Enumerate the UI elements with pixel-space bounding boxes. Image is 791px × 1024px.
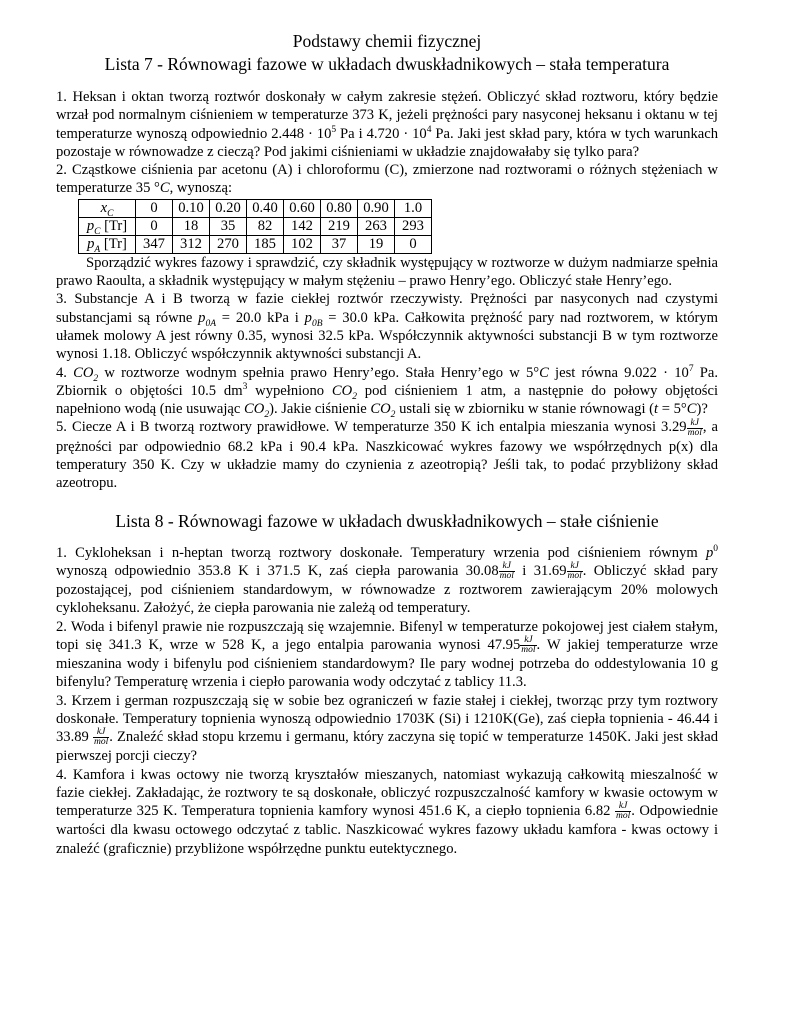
table-cell: 142: [284, 217, 321, 235]
unit-fraction: $\frac{kJ}{\text{mol}}$: [499, 560, 514, 581]
list7-problem-5: 5. Ciecze A i B tworzą roztwory prawidłowe. W temperaturze 350 K ich entalpia mieszania wynosi 3.29 $\frac{kJ}{\text{mol}}$ , a prężności par odpowiednio 68.2 kPa i 90.4 kPa. Naszkicować wykres fazowy we współrzędnych p(x) dla temperatury 350 K. Czy w układzie mamy do czynienia z azeotropią? Jeśli tak, to podać przybliżony skład azeotropu.: [56, 417, 718, 492]
table-cell: 18: [173, 217, 210, 235]
table-cell: 37: [321, 235, 358, 253]
table-cell: 312: [173, 235, 210, 253]
table-cell: 35: [210, 217, 247, 235]
table-cell: 0.90: [358, 199, 395, 217]
course-title: Podstawy chemii fizycznej: [292, 31, 482, 51]
table-row-pc: [79, 217, 432, 235]
list8-title: Lista 8 - Równowagi fazowe w układach dwuskładnikowych – stałe ciśnienie: [115, 510, 659, 531]
row-label-pc: $p_C$ [Tr]: [79, 217, 136, 235]
table-cell: 82: [247, 217, 284, 235]
table-cell: 293: [395, 217, 432, 235]
table-row-xc: [79, 199, 432, 217]
list8-problem-4: 4. Kamfora i kwas octowy nie tworzą kryształów mieszanych, natomiast wykazują całkowitą mieszalność w fazie ciekłej. Zakładając, że roztwory te są doskonałe, obliczyć rozpuszczalność kamfory w kwasie octowym w temperaturze 325 K. Temperatura topnienia kamfory wynosi 451.6 K, a ciepło topnienia 6.82 $\frac{kJ}{\text{mol}}$ . Odpowiednie wartości dla kwasu octowego odczytać z tablic. Naszkicować wykres fazowy układu kamfora - kwas octowy i znaleźć (graficznie) przybliżone współrzędne punktu eutektycznego.: [56, 766, 718, 857]
unit-fraction: $\frac{kJ}{\text{mol}}$: [93, 727, 109, 748]
table-cell: 1.0: [395, 199, 432, 217]
table-cell: 270: [210, 235, 247, 253]
list7-problem-2-followup: Sporządzić wykres fazowy i sprawdzić, czy składnik występujący w roztworze w dużym nadmiarze spełnia prawo Raoulta, a składnik występujący w małym stężeniu – prawo Henry’ego. Obliczyć stałe Henry’ego.: [56, 254, 718, 290]
table-cell: 0: [395, 235, 432, 253]
table-cell: 185: [247, 235, 284, 253]
table-cell: 219: [321, 217, 358, 235]
row-label-xc: $x_C$: [79, 199, 136, 217]
list7-problem-4: 4. $CO_2$ w roztworze wodnym spełnia prawo Henry’ego. Stała Henry’ego w 5°C jest równa $9.022 \cdot 10^7$ Pa. Zbiornik o objętości 10.5 $dm^3$ wypełniono $CO_2$ pod ciśnieniem 1 atm, a następnie do połowy objętości napełniono wodą (nie usuwając $CO_2$). Jakie ciśnienie $CO_2$ ustali się w zbiorniku w stanie równowagi (t = 5°C)?: [56, 363, 718, 421]
table-cell: 0: [136, 217, 173, 235]
list8-problem-1: 1. Cykloheksan i n-heptan tworzą roztwory doskonałe. Temperatury wrzenia pod ciśnieniem równym $p^0$ wynoszą odpowiednio 353.8 K i 371.5 K, zaś ciepła parowania 30.08 $\frac{kJ}{\text{mol}}$ i 31.69 $\frac{kJ}{\text{mol}}$ . Obliczyć skład pary pozostającej, pod ciśnieniem standardowym, w równowadze z roztworem zawierającym 20% molowych cykloheksanu. Założyć, że ciepła parowania nie zależą od temperatury.: [56, 543, 718, 617]
table-cell: 0.20: [210, 199, 247, 217]
table-cell: 0.60: [284, 199, 321, 217]
table-cell: 0: [136, 199, 173, 217]
list7-title: Lista 7 - Równowagi fazowe w układach dwuskładnikowych – stała temperatura: [104, 54, 670, 74]
list7-problem-2: 2. Cząstkowe ciśnienia par acetonu (A) i chloroformu (C), zmierzone nad roztworami o różnych stężeniach w temperaturze 35 °C, wynoszą:: [56, 162, 718, 197]
partial-pressure-table: [78, 199, 432, 254]
table-cell: 19: [358, 235, 395, 253]
document-page: [56, 30, 718, 858]
table-row-pa: [79, 235, 432, 253]
unit-fraction: $\frac{kJ}{\text{mol}}$: [567, 560, 582, 581]
unit-fraction: $\frac{kJ}{\text{mol}}$: [521, 635, 536, 655]
unit-fraction: $\frac{kJ}{\text{mol}}$: [687, 417, 702, 438]
table-cell: 347: [136, 235, 173, 253]
table-cell: 0.40: [247, 199, 284, 217]
table-cell: 0.10: [173, 199, 210, 217]
list8-problem-2: 2. Woda i bifenyl prawie nie rozpuszczają się wzajemnie. Bifenyl w temperaturze pokojowej jest ciałem stałym, topi się 341.3 K, wrze w 528 K, a jego entalpia parowania wynosi 47.95 $\frac{kJ}{\text{mol}}$ . W jakiej temperaturze wrze mieszanina wody i bifenylu pod ciśnieniem standardowym? Ile pary wodnej potrzeba do oddestylowania 10 g bifenylu? Temperaturę wrzenia i ciepło parowania wody odczytać z tablicy 11.3.: [56, 618, 718, 691]
list7-problem-1: 1. Heksan i oktan tworzą roztwór doskonały w całym zakresie stężeń. Obliczyć skład roztworu, który będzie wrzał pod normalnym ciśnieniem w temperaturze 373 K, jeżeli prężności pary nasyconej heksanu i oktanu w tej temperaturze wynoszą odpowiednio $2.448 \cdot 10^5$ Pa i $4.720 \cdot 10^4$ Pa. Jaki jest skład pary, która w tych warunkach pozostaje w równowadze z cieczą? Pod jakimi ciśnieniami w układzie znajdowałaby się tylko para?: [56, 89, 718, 160]
row-label-pa: $p_A$ [Tr]: [79, 235, 136, 253]
unit-fraction: $\frac{kJ}{\text{mol}}$: [615, 801, 631, 822]
table-cell: 102: [284, 235, 321, 253]
table-cell: 263: [358, 217, 395, 235]
list8-problem-3: 3. Krzem i german rozpuszczają się w sobie bez ograniczeń w fazie stałej i ciekłej, tworząc przy tym roztwory doskonałe. Temperatury topnienia wynoszą odpowiednio 1703K (Si) i 1210K(Ge), zaś ciepła topnienia - 46.44 i 33.89 $\frac{kJ}{\text{mol}}$ . Znaleźć skład stopu krzemu i germanu, który zaczyna się topić w temperaturze 1450K. Jaki jest skład pierwszej porcji cieczy?: [56, 692, 719, 765]
list7-problem-3: 3. Substancje A i B tworzą w fazie ciekłej roztwór rzeczywisty. Prężności par nasyconych nad czystymi substancjami są równe $p_{0A} = 20.0$ kPa i $p_{0B} = 30.0$ kPa. Całkowita prężność pary nad roztworem, w którym ułamek molowy A jest równy 0.35, wynosi 32.5 kPa. Współczynnik aktywności substancji B w tym roztworze wynosi 1.18. Obliczyć współczynnik aktywności substancji A.: [56, 291, 718, 363]
table-cell: 0.80: [321, 199, 358, 217]
